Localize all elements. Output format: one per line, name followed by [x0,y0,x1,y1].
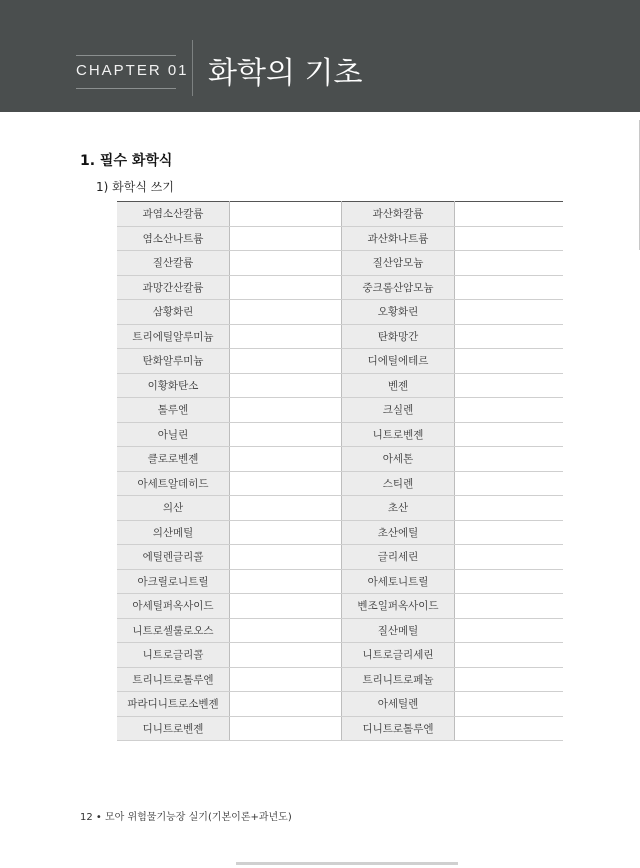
compound-name-left: 니트로셀룰로오스 [117,618,230,643]
compound-name-right: 디에틸에테르 [342,349,455,374]
formula-answer-right[interactable] [455,471,564,496]
formula-answer-left[interactable] [230,545,342,570]
table-row [117,226,563,251]
compound-name-left: 아크릴로니트릴 [117,569,230,594]
compound-name-left: 삼황화린 [117,300,230,325]
page-footer: 12 • 모아 위험물기능장 실기(기본이론+과년도) [80,812,292,823]
compound-name-right: 니트로글리세린 [342,643,455,668]
bottom-edge-strip [236,862,458,865]
compound-name-right: 아세틸렌 [342,692,455,717]
formula-answer-left[interactable] [230,692,342,717]
formula-answer-right[interactable] [455,349,564,374]
formula-answer-right[interactable] [455,422,564,447]
formula-answer-right[interactable] [455,716,564,741]
formula-answer-right[interactable] [455,324,564,349]
compound-name-left: 에틸렌글리콜 [117,545,230,570]
chapter-label-top-rule [76,55,176,56]
compound-name-left: 클로로벤젠 [117,447,230,472]
formula-answer-right[interactable] [455,643,564,668]
compound-name-left: 트리에틸알루미늄 [117,324,230,349]
subsection-title: 1) 화학식 쓰기 [96,180,174,194]
compound-name-right: 아세토니트릴 [342,569,455,594]
table-row [117,398,563,423]
formula-answer-left[interactable] [230,251,342,276]
compound-name-right: 크실렌 [342,398,455,423]
formula-answer-right[interactable] [455,545,564,570]
compound-name-left: 의산메틸 [117,520,230,545]
formula-answer-right[interactable] [455,618,564,643]
formula-answer-right[interactable] [455,300,564,325]
chapter-label: CHAPTER 01 [76,62,189,79]
table-row [117,275,563,300]
section-title: 1. 필수 화학식 [80,153,173,169]
table-row [117,594,563,619]
formula-answer-left[interactable] [230,202,342,227]
formula-answer-right[interactable] [455,275,564,300]
compound-name-left: 니트로글리콜 [117,643,230,668]
table-row [117,471,563,496]
compound-name-left: 과염소산칼륨 [117,202,230,227]
compound-name-left: 탄화알루미늄 [117,349,230,374]
compound-name-left: 아세틸퍼옥사이드 [117,594,230,619]
compound-name-right: 오황화린 [342,300,455,325]
formula-answer-right[interactable] [455,398,564,423]
formula-answer-right[interactable] [455,447,564,472]
formula-table [117,201,563,741]
compound-name-right: 스티렌 [342,471,455,496]
compound-name-right: 벤조일퍼옥사이드 [342,594,455,619]
formula-answer-left[interactable] [230,300,342,325]
compound-name-left: 파라디니트로소벤젠 [117,692,230,717]
formula-answer-left[interactable] [230,569,342,594]
compound-name-left: 의산 [117,496,230,521]
formula-answer-left[interactable] [230,496,342,521]
compound-name-right: 벤젠 [342,373,455,398]
formula-answer-right[interactable] [455,569,564,594]
compound-name-left: 아세트알데히드 [117,471,230,496]
formula-answer-right[interactable] [455,692,564,717]
table-row [117,373,563,398]
formula-answer-left[interactable] [230,716,342,741]
chapter-label-bottom-rule [76,88,176,89]
table-row [117,520,563,545]
table-row [117,667,563,692]
compound-name-right: 중크롬산암모늄 [342,275,455,300]
compound-name-right: 트리니트로페놀 [342,667,455,692]
formula-answer-left[interactable] [230,422,342,447]
table-row [117,324,563,349]
compound-name-right: 과산화칼륨 [342,202,455,227]
table-row [117,300,563,325]
formula-answer-left[interactable] [230,520,342,545]
formula-answer-right[interactable] [455,594,564,619]
compound-name-left: 질산칼륨 [117,251,230,276]
table-row [117,447,563,472]
compound-name-right: 디니트로톨루엔 [342,716,455,741]
table-row [117,545,563,570]
formula-answer-right[interactable] [455,226,564,251]
formula-answer-right[interactable] [455,667,564,692]
table-row [117,716,563,741]
compound-name-right: 질산메틸 [342,618,455,643]
formula-answer-left[interactable] [230,447,342,472]
chapter-title: 화학의 기초 [208,56,363,91]
formula-answer-left[interactable] [230,594,342,619]
chapter-divider [192,40,193,96]
compound-name-left: 트리니트로톨루엔 [117,667,230,692]
formula-answer-right[interactable] [455,202,564,227]
compound-name-left: 이황화탄소 [117,373,230,398]
table-row [117,422,563,447]
table-row [117,569,563,594]
formula-answer-left[interactable] [230,373,342,398]
compound-name-right: 글리세린 [342,545,455,570]
table-row [117,251,563,276]
formula-answer-left[interactable] [230,643,342,668]
table-row [117,349,563,374]
compound-name-left: 디니트로벤젠 [117,716,230,741]
compound-name-right: 초산에틸 [342,520,455,545]
formula-answer-right[interactable] [455,251,564,276]
compound-name-left: 아닐린 [117,422,230,447]
table-row [117,496,563,521]
formula-answer-left[interactable] [230,618,342,643]
formula-answer-left[interactable] [230,275,342,300]
formula-answer-left[interactable] [230,226,342,251]
formula-answer-left[interactable] [230,471,342,496]
formula-answer-left[interactable] [230,349,342,374]
table-row [117,618,563,643]
table-row [117,202,563,227]
compound-name-right: 아세톤 [342,447,455,472]
table-row [117,643,563,668]
compound-name-left: 톨루엔 [117,398,230,423]
compound-name-right: 질산암모늄 [342,251,455,276]
formula-answer-left[interactable] [230,667,342,692]
formula-answer-right[interactable] [455,496,564,521]
formula-answer-right[interactable] [455,373,564,398]
compound-name-left: 염소산나트륨 [117,226,230,251]
compound-name-right: 탄화망간 [342,324,455,349]
compound-name-right: 초산 [342,496,455,521]
compound-name-right: 니트로벤젠 [342,422,455,447]
compound-name-right: 과산화나트륨 [342,226,455,251]
formula-answer-right[interactable] [455,520,564,545]
compound-name-left: 과망간산칼륨 [117,275,230,300]
formula-answer-left[interactable] [230,324,342,349]
formula-answer-left[interactable] [230,398,342,423]
chapter-banner [0,0,640,112]
table-row [117,692,563,717]
